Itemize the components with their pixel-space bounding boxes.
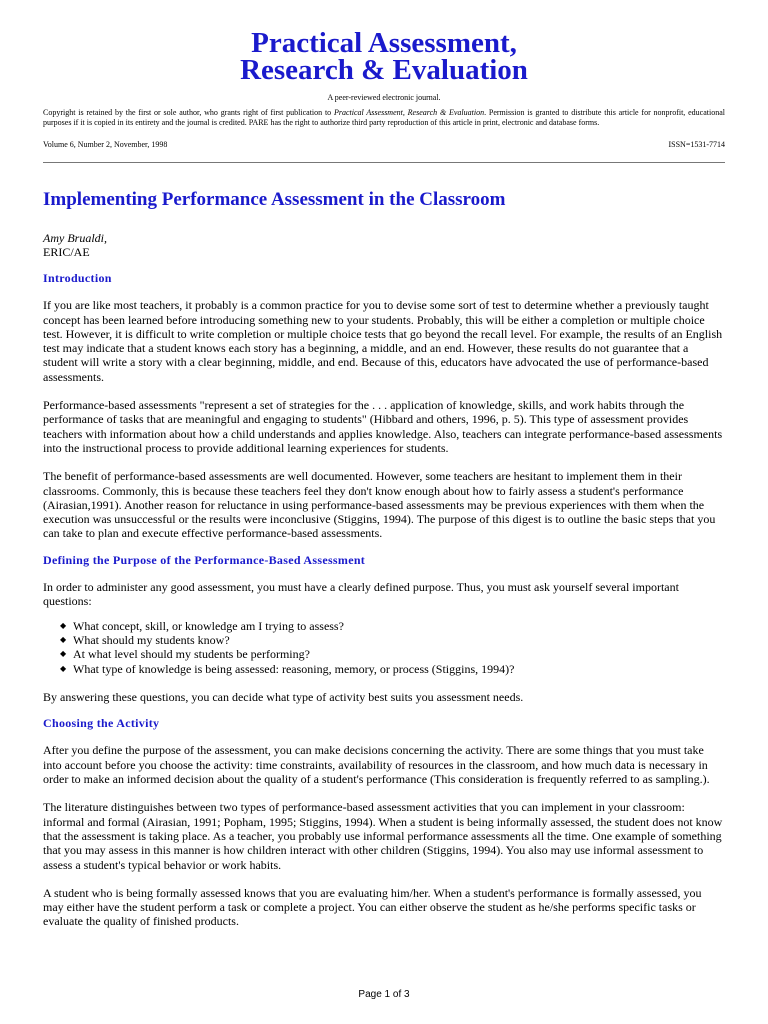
issn: ISSN=1531-7714 [668, 140, 725, 149]
journal-title [0, 27, 768, 86]
volume-info: Volume 6, Number 2, November, 1998 [43, 140, 168, 149]
section-heading-activity: Choosing the Activity [43, 716, 160, 731]
volume-info-row [43, 140, 725, 163]
list-item: ◆ What should my students know? [60, 633, 725, 647]
journal-title-line1: Practical Assessment, [251, 27, 517, 59]
paragraph: A student who is being formally assessed knows that you are evaluating him/her. When a student's performance is formally assessed, you may either have the student perform a task or complete a project. You can either observe the student as he/she performs specific tasks or evaluate the quality of finished products. [43, 885, 702, 929]
article-title: Implementing Performance Assessment in the Classroom [43, 189, 506, 210]
question-list [60, 619, 725, 676]
copyright-text-post: . Permission is granted to distribute this article for nonprofit, educational purposes if it is copied in its entirety and the journal is credited. PARE has the right to authorize third party reproduction of this article in print, electronic and database forms. [43, 108, 725, 127]
copyright-journal-name: Practical Assessment, Research & Evaluation [333, 108, 485, 117]
paragraph: If you are like most teachers, it probably is a common practice for you to devise some sort of test to determine whether a previously taught concept has been learned before introducing something new to your students. Probably, this will be either a completion or multiple choice test. However, it is difficult to write completion or multiple choice tests that go beyond the recall level. For example, the results of an English test may indicate that a student knows each story has a beginning, a middle, and an end. However, these results do not guarantee that a student will write a story with a clear beginning, middle, and end. Because of this, educators have advocated the use of performance-based assessments. [43, 298, 723, 384]
section-heading-purpose: Defining the Purpose of the Performance-Based Assessment [43, 552, 366, 567]
article-body [43, 189, 725, 929]
paragraph: The benefit of performance-based assessments are well documented. However, some teachers are hesitant to implement them in their classrooms. Commonly, this is because these teachers feel they don't know enough about how to fairly assess a student's performance (Airasian,1991). Another reason for reluctance in using performance-based assessments may be previous experiences with them when the execution was unsuccessful or the results were inconclusive (Stiggins, 1994). The purpose of this digest is to outline the basic steps that you can take to plan and execute effective performance-based assessments. [43, 469, 716, 541]
list-item: ◆ At what level should my students be performing? [60, 647, 725, 661]
copyright-notice [43, 108, 725, 128]
paragraph: Performance-based assessments "represent a set of strategies for the . . . application of knowledge, skills, and work habits through the performance of tasks that are meaningful and engaging to students" (Hibbard and others, 1996, p. 5). This type of assessment provides teachers with information about how a child understands and applies knowledge. Also, teachers can integrate performance-based assessments into the instructional process to provide additional learning experiences for students. [43, 398, 723, 455]
paragraph: In order to administer any good assessment, you must have a clearly defined purpose. Thus, you must ask yourself several important questions: [43, 580, 679, 609]
page-number: Page 1 of 3 [358, 989, 410, 1000]
copyright-text-pre: Copyright is retained by the first or sole author, who grants right of first publication to [43, 108, 334, 117]
journal-title-line2: Research & Evaluation [240, 54, 528, 86]
author-block [43, 231, 725, 259]
author-affiliation: ERIC/AE [43, 245, 90, 259]
journal-masthead [0, 0, 768, 102]
list-item: ◆ What type of knowledge is being assessed: reasoning, memory, or process (Stiggins, 1994)? [60, 662, 725, 676]
list-item: ◆ What concept, skill, or knowledge am I trying to assess? [60, 619, 725, 633]
paragraph: By answering these questions, you can decide what type of activity best suits you assessment needs. [43, 689, 524, 704]
section-heading-introduction: Introduction [43, 271, 112, 285]
paragraph: After you define the purpose of the assessment, you can make decisions concerning the activity. There are some things that you must take into account before you choose the activity: time constraints, availability of resources in the classroom, and how much data is necessary in order to make an informed decision about the quality of a student's performance (This consideration is frequently referred to as sampling.). [43, 743, 710, 787]
journal-tagline: A peer-reviewed electronic journal. [327, 93, 441, 102]
paragraph: The literature distinguishes between two types of performance-based assessment activities that you can implement in your classroom: informal and formal (Airasian, 1991; Popham, 1995; Stiggins, 1994). When a student is being informally assessed, the student does not know that the assessment is taking place. As a teacher, you probably use informal performance assessments all the time. One example of something that you may assess in this manner is how children interact with other children (Stiggins, 1994). You also may use informal assessment to assess a student's typical behavior or work habits. [43, 800, 723, 872]
author-name: Amy Brualdi, [43, 231, 107, 245]
